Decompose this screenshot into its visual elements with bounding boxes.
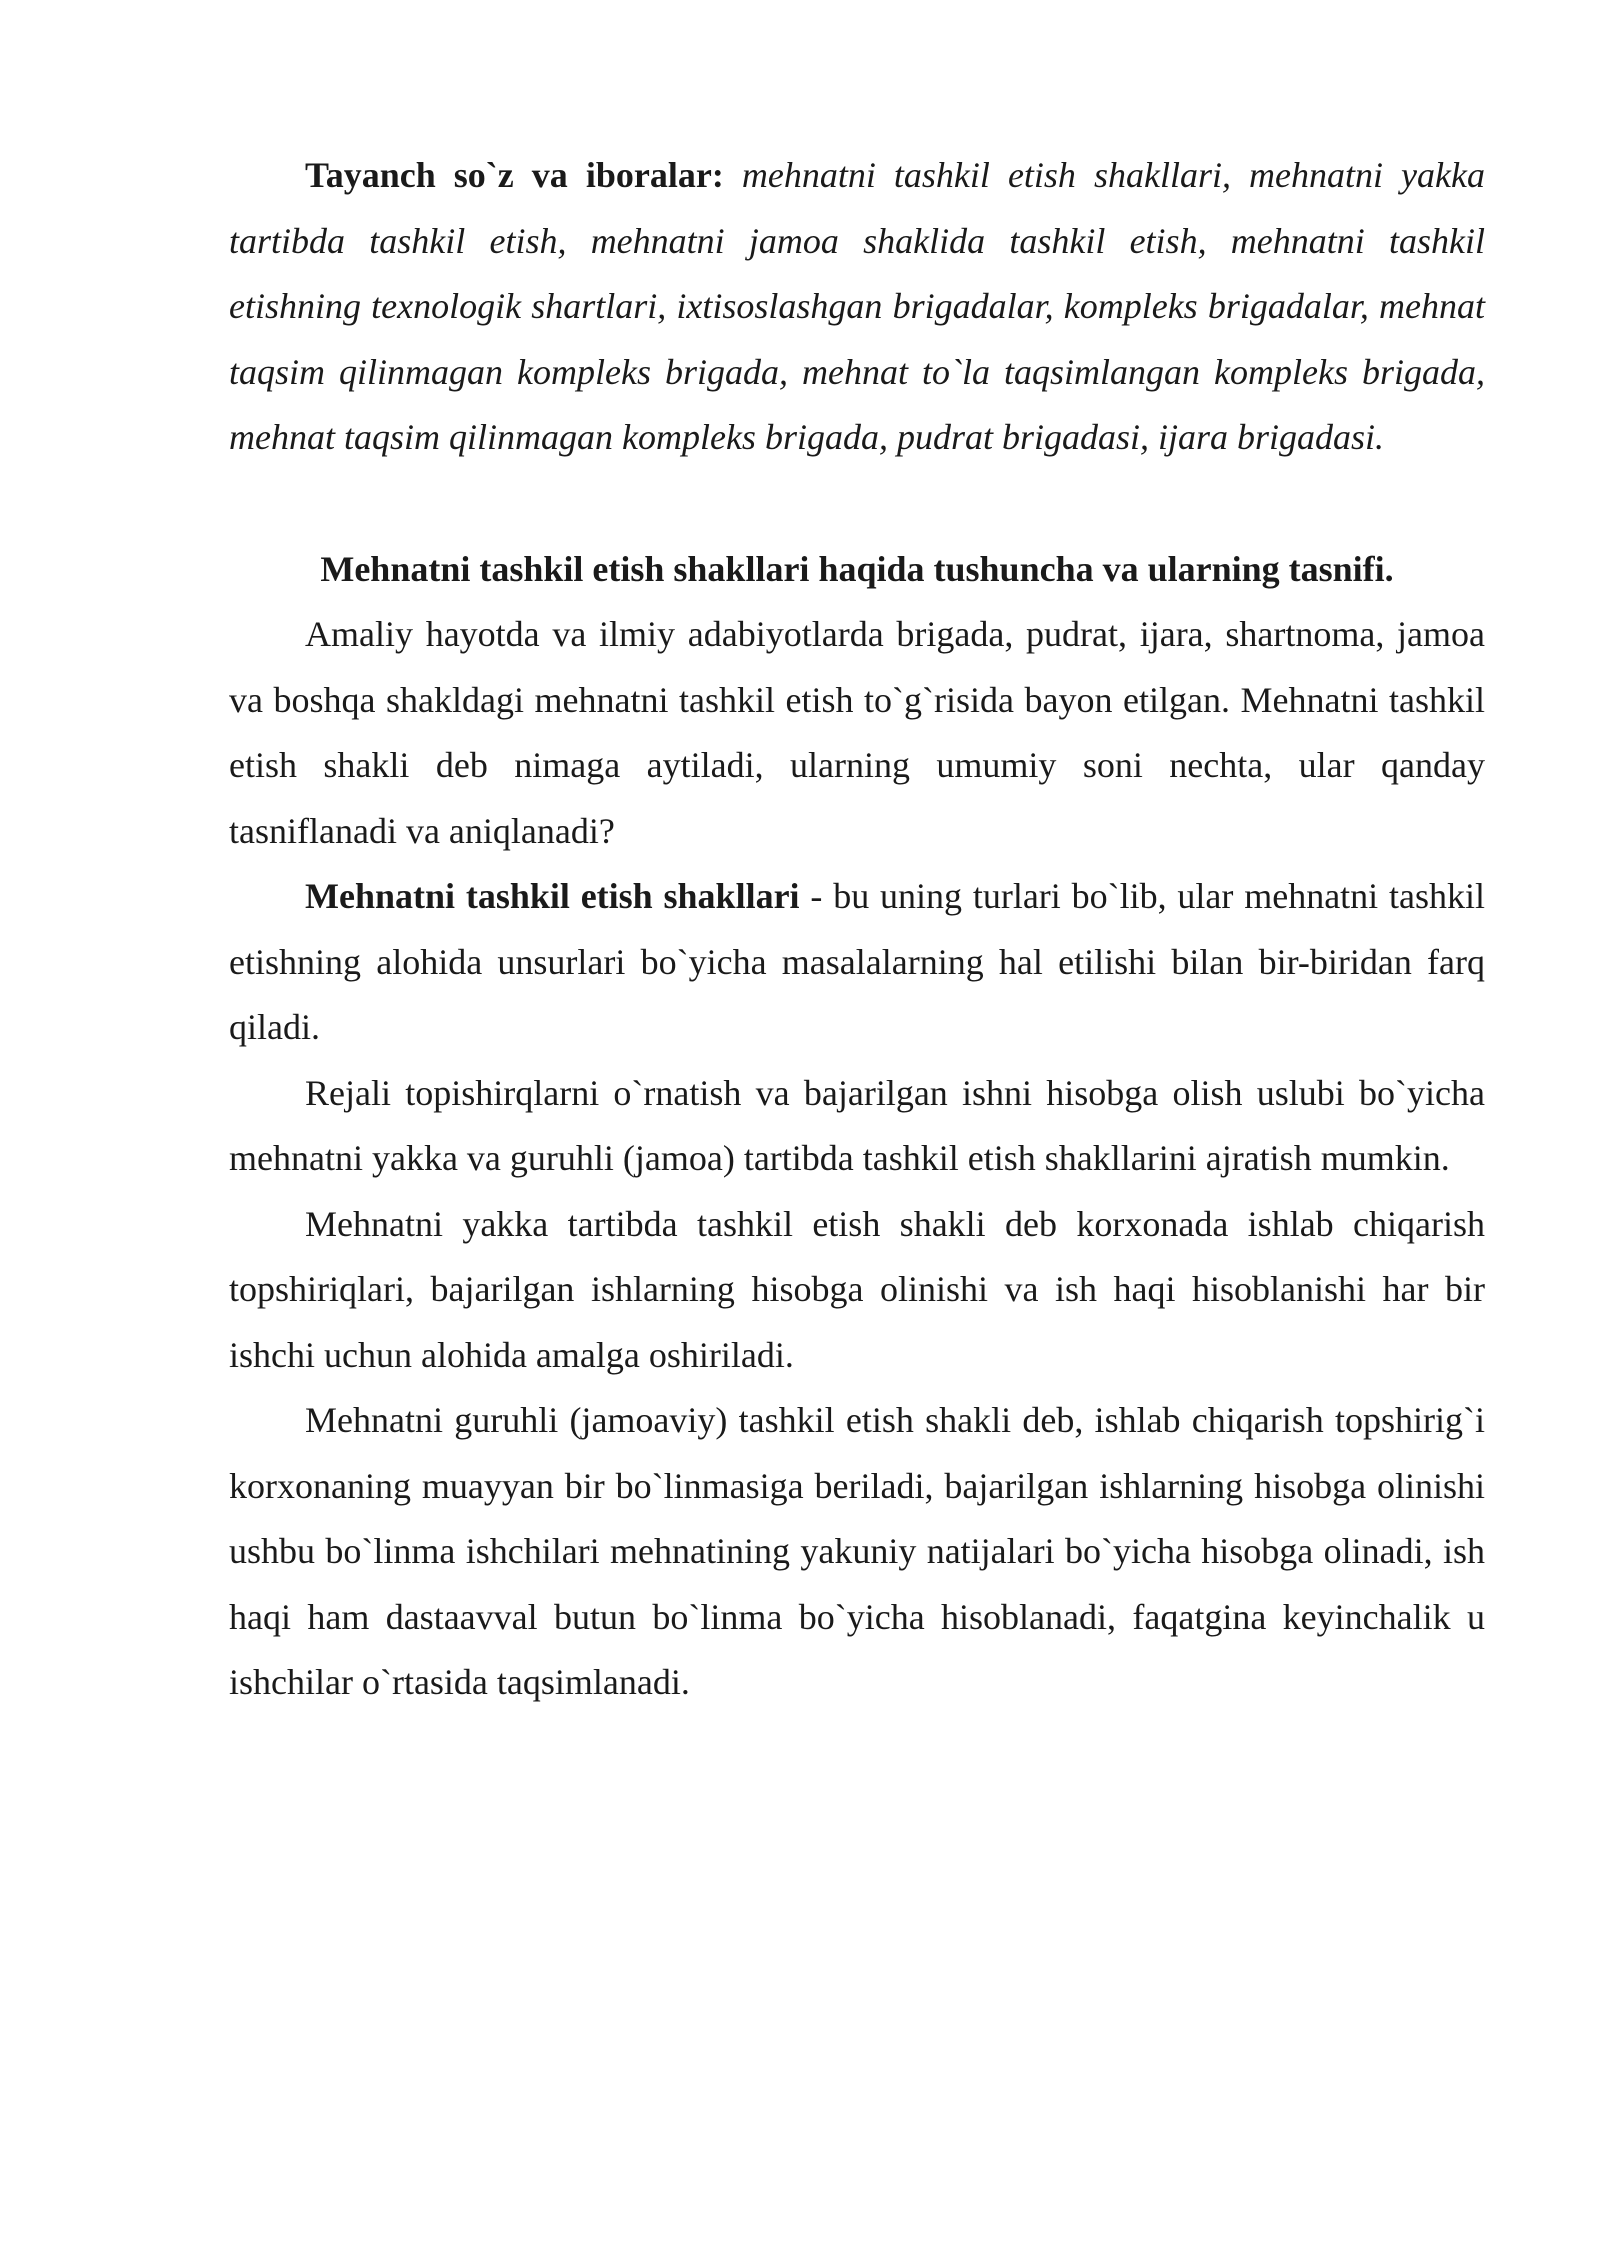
section-heading: Mehnatni tashkil etish shakllari haqida tushuncha va ularning tasnifi.: [320, 548, 1394, 589]
paragraph-1: Amaliy hayotda va ilmiy adabiyotlarda brigada, pudrat, ijara, shartnoma, jamoa va boshqa shakldagi mehnatni tashkil etish to`g`risida bayon etilgan. Mehnatni tashkil etish shakli deb nimaga aytiladi, ularning umumiy soni nechta, ular qanday tasniflanadi va aniqlanadi?: [229, 614, 1485, 851]
document-page: [229, 143, 1485, 1716]
paragraph-2: [229, 864, 1485, 1061]
definition-text: - bu uning turlari bo`lib, ular mehnatni tashkil etishning alohida unsurlari bo`yicha masalalarning hal etilishi bilan bir-biridan farq qiladi.: [229, 876, 1485, 1047]
paragraph-5: Mehnatni guruhli (jamoaviy) tashkil etish shakli deb, ishlab chiqarish topshirig`i korxonaning muayyan bir bo`linmasiga beriladi, bajarilgan ishlarning hisobga olinishi ushbu bo`linma ishchilari mehnatining yakuniy natijalari bo`yicha hisobga olinadi, ish haqi ham dastaavval butun bo`linma bo`yicha hisoblanadi, faqatgina keyinchalik u ishchilar o`rtasida taqsimlanadi.: [229, 1400, 1485, 1702]
paragraph-4: Mehnatni yakka tartibda tashkil etish shakli deb korxonada ishlab chiqarish topshiriqlari, bajarilgan ishlarning hisobga olinishi va ish haqi hisoblanishi har bir ishchi uchun alohida amalga oshiriladi.: [229, 1203, 1485, 1375]
keywords-label: Tayanch so`z va iboralar:: [305, 155, 724, 195]
keywords-text: mehnatni tashkil etish shakllari, mehnatni yakka tartibda tashkil etish, mehnatni jamoa shaklida tashkil etish, mehnatni tashkil etishning texnologik shartlari, ixtisoslashgan brigadalar, kompleks brigadalar, mehnat taqsim qilinmagan kompleks brigada, mehnat to`la taqsimlangan kompleks brigada, mehnat taqsim qilinmagan kompleks brigada, pudrat brigadasi, ijara brigadasi.: [229, 155, 1485, 457]
definition-term: Mehnatni tashkil etish shakllari: [305, 876, 800, 916]
keywords-paragraph: [229, 143, 1485, 471]
paragraph-3: Rejali topishirqlarni o`rnatish va bajarilgan ishni hisobga olish uslubi bo`yicha mehnatni yakka va guruhli (jamoa) tartibda tashkil etish shakllarini ajratish mumkin.: [229, 1072, 1485, 1178]
